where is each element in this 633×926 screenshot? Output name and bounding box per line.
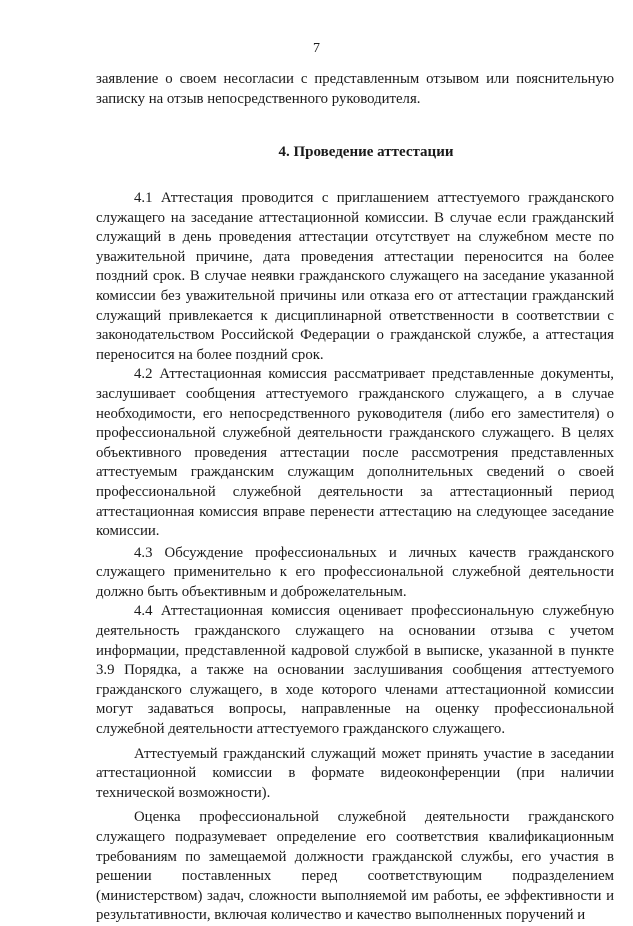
paragraph-4-2: 4.2 Аттестационная комиссия рассматривает представленные документы, заслушивает сообщения аттестуемого гражданского служащего, а в случае необходимости, его непосредственного руководителя (либо его заместителя) о профессиональной служебной деятельности гражданского служащего. В целях объективного проведения аттестации после рассмотрения представленных аттестуемым гражданским служащим дополнительных сведений о своей профессиональной служебной деятельности за аттестационный период аттестационная комиссия вправе перенести аттестацию на следующее заседание комиссии. (96, 366, 614, 540)
continuation-paragraph: заявление о своем несогласии с представленным отзывом или пояснительную записку на отзыв непосредственного руководителя. (96, 71, 614, 107)
paragraph-4-4: 4.4 Аттестационная комиссия оценивает профессиональную служебную деятельность гражданского служащего на основании отзыва с учетом информации, представленной кадровой службой в выписке, указанной в пункте 3.9 Порядка, а также на основании заслушивания сообщения аттестуемого гражданского служащего, в ходе которого членами аттестационной комиссии могут задаваться вопросы, направленные на оценку профессиональной служебной деятельности аттестуемого гражданского служащего. (96, 603, 614, 738)
page-number: 7 (313, 41, 320, 56)
paragraph-videoconference: Аттестуемый гражданский служащий может принять участие в заседании аттестационной комиссии в формате видеоконференции (при наличии технической возможности). (96, 745, 614, 801)
paragraph-4-3: 4.3 Обсуждение профессиональных и личных качеств гражданского служащего применительно к его профессиональной служебной деятельности должно быть объективным и доброжелательным. (96, 544, 614, 600)
continuation-text-block (96, 70, 614, 109)
section-body (96, 189, 614, 926)
paragraph-4-1: 4.1 Аттестация проводится с приглашением аттестуемого гражданского служащего на заседание аттестационной комиссии. В случае если гражданский служащий в день проведения аттестации отсутствует на служебном месте по уважительной причине, дата проведения аттестации переносится на более поздний срок. В случае неявки гражданского служащего на заседание указанной комиссии без уважительной причины или отказа его от аттестации гражданский служащий привлекается к дисциплинарной ответственности в соответствии с законодательством Российской Федерации о гражданской службе, а аттестация переносится на более поздний срок. (96, 190, 614, 363)
paragraph-evaluation: Оценка профессиональной служебной деятельности гражданского служащего подразумевает определение его соответствия квалификационным требованиям по замещаемой должности гражданской службы, его участия в решении поставленных перед соответствующим подразделением (министерством) задач, сложности выполняемой им работы, ее эффективности и результативности, включая количество и качество выполненных поручений и (96, 809, 614, 924)
section-heading: 4. Проведение аттестации (278, 144, 454, 160)
